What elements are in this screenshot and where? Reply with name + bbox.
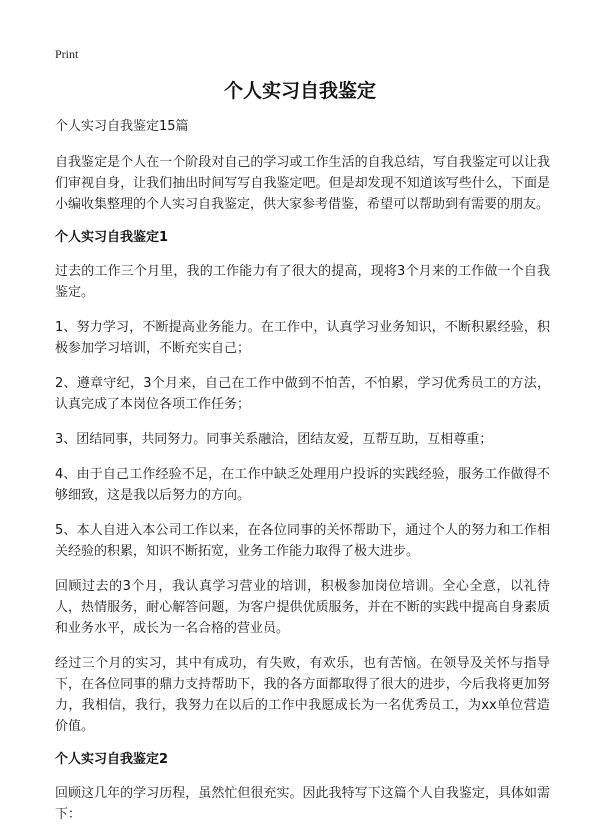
print-link[interactable]: Print [55, 47, 79, 61]
paragraph: 5、本人自进入本公司工作以来，在各位同事的关怀帮助下，通过个人的努力和工作相关经验的积累，知识不断拓宽，业务工作能力取得了极大进步。 [55, 523, 550, 559]
paragraph: 回顾过去的3个月，我认真学习营业的培训，积极参加岗位培训。全心全意，以礼待人，热情服务，耐心解答问题，为客户提供优质服务，并在不断的实践中提高自身素质和业务水平，成长为一名合格的营业员。 [55, 579, 550, 636]
paragraph: 2、遵章守纪，3个月来，自己在工作中做到不怕苦，不怕累，学习优秀员工的方法，认真完成了本岗位各项工作任务； [55, 376, 550, 412]
paragraph: 过去的工作三个月里，我的工作能力有了很大的提高，现将3个月来的工作做一个自我鉴定。 [55, 264, 550, 300]
article-subtitle: 个人实习自我鉴定15篇 [55, 119, 189, 134]
paragraph: 经过三个月的实习，其中有成功，有失败，有欢乐，也有苦恼。在领导及关怀与指导下，在各位同事的鼎力支持帮助下，我的各方面都取得了很大的进步，今后我将更加努力，我相信，我行，我努力在以后的工作中我愿成长为一名优秀员工，为xx单位营造价值。 [55, 656, 550, 734]
intro-paragraph: 自我鉴定是个人在一个阶段对自己的学习或工作生活的自我总结，写自我鉴定可以让我们审视自身，让我们抽出时间写写自我鉴定吧。但是却发现不知道该写些什么，下面是小编收集整理的个人实习自我鉴定，供大家参考借鉴，希望可以帮助到有需要的朋友。 [55, 155, 550, 212]
page-title: 个人实习自我鉴定 [223, 80, 376, 102]
article-body [55, 118, 550, 839]
paragraph: 4、由于自己工作经验不足，在工作中缺乏处理用户投诉的实践经验，服务工作做得不够细致，这是我以后努力的方向。 [55, 467, 550, 503]
section-heading: 个人实习自我鉴定2 [55, 752, 169, 767]
paragraph: 回顾这几年的学习历程，虽然忙但很充实。因此我特写下这篇个人自我鉴定，具体如需下： [55, 786, 550, 822]
paragraph: 3、团结同事，共同努力。同事关系融洽，团结友爱，互帮互助，互相尊重； [55, 432, 493, 447]
paragraph: 1、努力学习，不断提高业务能力。在工作中，认真学习业务知识，不断积累经验，积极参加学习培训，不断充实自己； [55, 320, 550, 356]
section-1 [55, 229, 550, 737]
section-2 [55, 751, 550, 825]
section-heading: 个人实习自我鉴定1 [55, 230, 169, 245]
